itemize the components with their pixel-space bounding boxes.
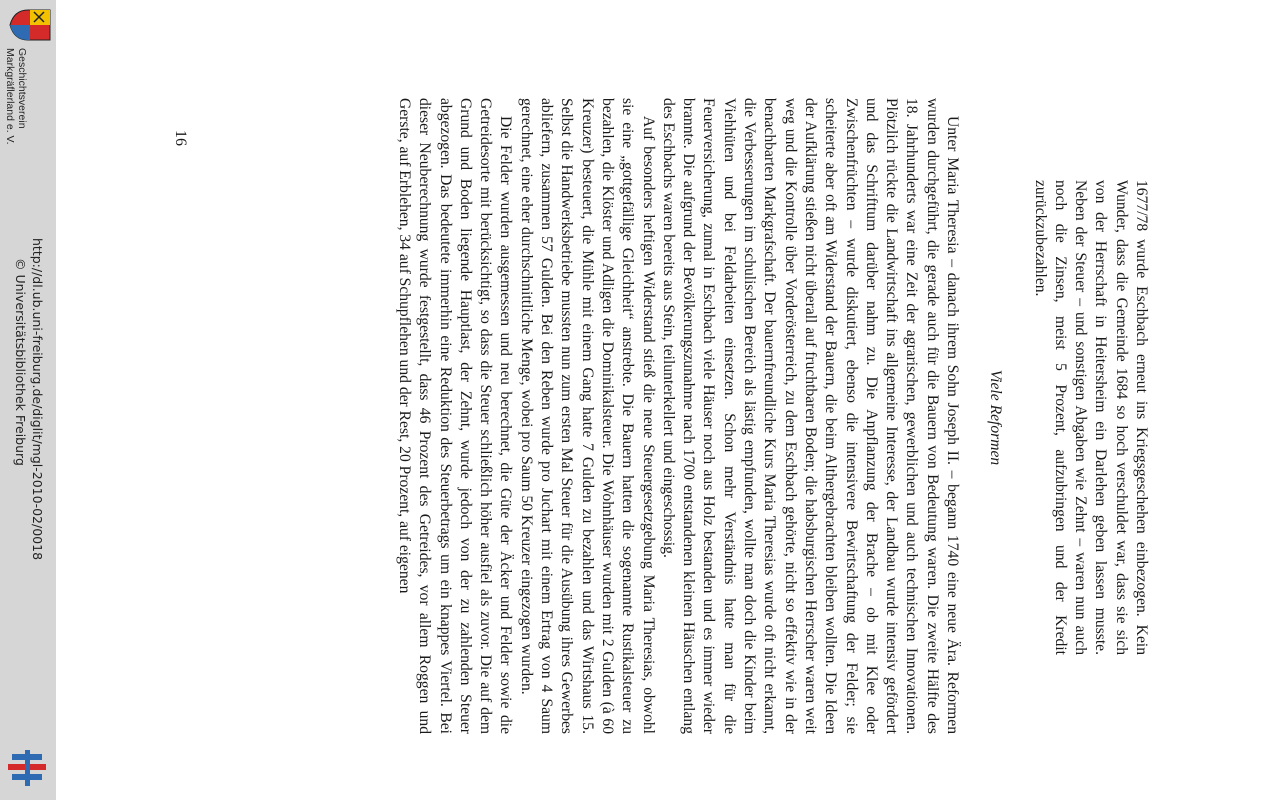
document-url-link[interactable]: http://dl.ub.uni-freiburg.de/diglit/mgl-2010-02/0018 — [30, 238, 45, 561]
viewer-sidebar — [0, 0, 56, 800]
sidebar-org-line1: Geschichtsverein — [16, 48, 28, 129]
intro-paragraph-column — [1029, 180, 1151, 655]
body-paragraph: Auf besonders heftigen Widerstand stieß die neue Steuergesetzgebung Maria Theresias, obwohl sie eine „gottgefällige Gleichheit“ anstrebte. Die Bauern hatten die sogenannte Rustikalsteuer zu bezahlen, die Klöster und Adligen die Dominikalsteuer. Die Wohnhäuser wurden mit 2 Gulden (à 60 Kreuzer) besteuert, die Mühle mit einem Gang hatte 7 Gulden zu bezahlen und das Wirtshaus 15. Selbst die Handwerksbetriebe mussten nun zum ersten Mal Steuer für die Ausübung ihres Gewerbes abliefern, zusammen 57 Gulden. Bei den Reben wurde pro Juchart mit einem Ertrag von 4 Saum gerechnet, eine eher durchschnittliche Menge, wobei pro Saum 50 Kreuzer eingezogen wurden. — [517, 98, 657, 734]
copyright-notice: © Universitätsbibliothek Freiburg — [13, 258, 28, 466]
body-paragraph: Unter Maria Theresia – danach ihrem Sohn Joseph II. – begann 1740 eine neue Ära. Reformen wurden durchgeführt, die gerade auch für die Bauern von Bedeutung waren. Die zweite Hälfte des 18. Jahrhunderts war eine Zeit der agrarischen, gewerblichen und auch technischen Innovationen. Plötzlich rückte die Landwirtschaft ins allgemeine Interesse, der Landbau wurde intensiv gefördert und das Schrifttum darüber nahm zu. Die Anpflanzung der Brache – ob mit Klee oder Zwischenfrüchten – wurde diskutiert, ebenso die intensivere Bewirtschaftung der Felder; sie scheiterte aber oft am Widerstand der Bauern, die beim Althergebrachten bleiben wollten. Die Ideen der Aufklärung stießen nicht überall auf fruchtbaren Boden; die habsburgischen Herrscher waren weit weg und die Kontrolle über Vorderösterreich, zu dem Eschbach gehörte, nicht so effektiv wie in der benachbarten Markgrafschaft. Der bauernfreundliche Kurs Maria Theresias wurde oft nicht erkannt, die Verbesserungen im schulischen Bereich als lästig empfunden, wollte man doch die Kinder beim Viehhüten und bei Feldarbeiten einsetzen. Schon mehr Verständnis hatte man für die Feuerversicherung, zumal in Eschbach viele Häuser noch aus Holz bestanden und es immer wieder brannte. Die aufgrund der Bevölkerungszunahme nach 1700 entstandenen kleinen Häuschen entlang des Eschbachs waren bereits aus Stein, teilunterkellert und eingeschossig. — [659, 98, 961, 734]
page-number: 16 — [172, 130, 189, 146]
coat-of-arms-icon — [8, 8, 52, 42]
section-heading: Viele Reformen — [987, 369, 1004, 466]
main-text-column — [394, 98, 962, 734]
sidebar-org-line2: Markgräflerland e. V. — [4, 48, 16, 145]
intro-paragraph: 1677/78 wurde Eschbach erneut ins Kriegsgeschehen einbezogen. Kein Wunder, dass die Gemeinde 1684 so hoch verschuldet war, dass sie sich von der Herrschaft in Heitersheim ein Darlehen geben lassen musste. Neben der Steuer – und sonstigen Abgaben wie Zehnt – waren nun auch noch die Zinsen, meist 5 Prozent, aufzubringen und der Kredit zurückzubezahlen. — [1031, 180, 1150, 655]
body-paragraph: Die Felder wurden ausgemessen und neu berechnet, die Güte der Äcker und Felder sowie die Getreidesorte mit berücksichtigt, so dass die Steuer schließlich höher ausfiel als zuvor. Die auf dem Grund und Boden liegende Hauptlast, der Zehnt, wurde jedoch von der zu zahlenden Steuer abgezogen. Das bedeutete immerhin eine Reduktion des Steuerbetrags um ein knappes Viertel. Bei dieser Neuberechnung wurde festgestellt, dass 46 Prozent des Getreides, vor allem Roggen und Gerste, auf Erblehen, 34 auf Schupflehen und der Rest, 20 Prozent, auf eigenen — [395, 98, 515, 734]
ub-freiburg-logo-icon[interactable] — [6, 750, 48, 790]
